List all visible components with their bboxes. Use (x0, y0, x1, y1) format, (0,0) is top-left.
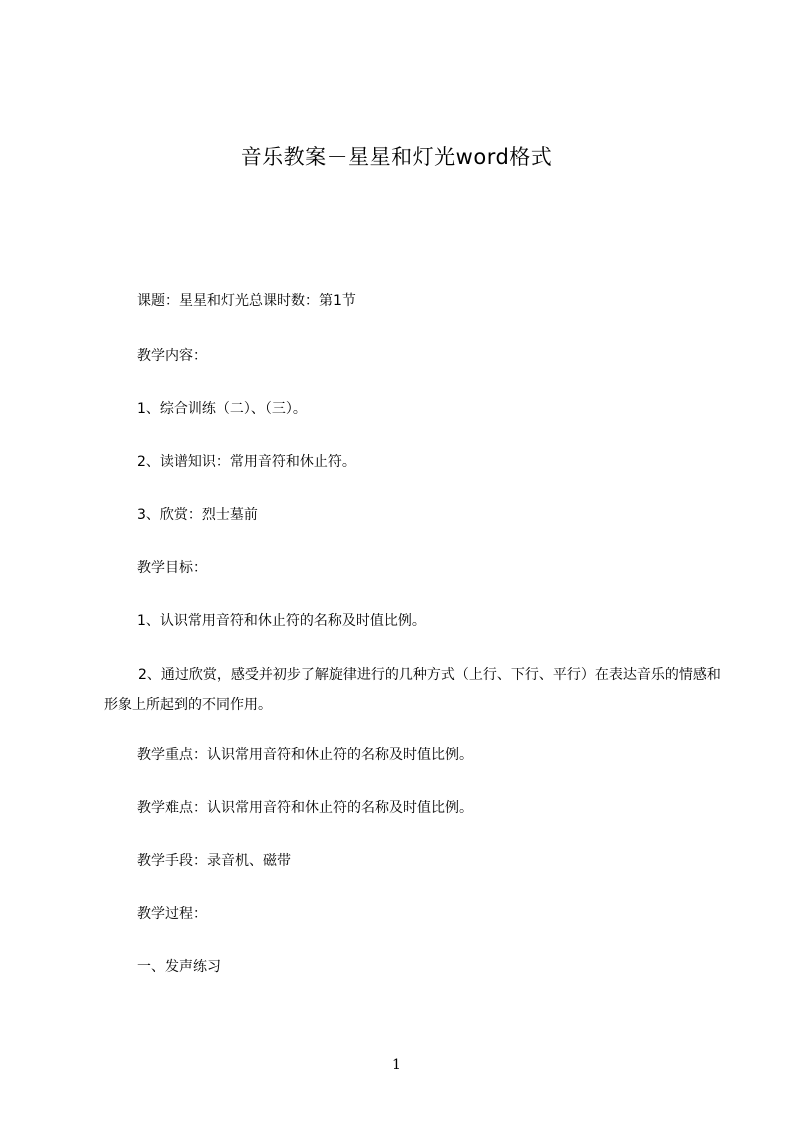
key-point-line: 教学重点：认识常用音符和休止符的名称及时值比例。 (137, 747, 473, 763)
methods-line: 教学手段：录音机、磁带 (137, 853, 291, 869)
content-heading: 教学内容： (137, 348, 207, 364)
goal-item-2: 2、通过欣赏，感受并初步了解旋律进行的几种方式（上行、下行、平行）在表达音乐的情感和形象上所起到的不同作用。 (104, 667, 721, 713)
goal-item-1: 1、认识常用音符和休止符的名称及时值比例。 (137, 613, 426, 629)
course-line: 课题：星星和灯光总课时数：第1节 (137, 293, 356, 309)
difficulty-line: 教学难点：认识常用音符和休止符的名称及时值比例。 (137, 800, 473, 816)
content-item-1: 1、综合训练（二）、（三）。 (137, 401, 307, 417)
goals-heading: 教学目标： (137, 560, 207, 576)
content-item-2: 2、读谱知识：常用音符和休止符。 (137, 454, 356, 470)
process-heading: 教学过程： (137, 906, 207, 922)
section-heading-1: 一、发声练习 (137, 959, 221, 975)
document-title: 音乐教案－星星和灯光word格式 (240, 145, 553, 169)
page-number: 1 (392, 1057, 401, 1073)
content-item-3: 3、欣赏：烈士墓前 (137, 507, 258, 523)
